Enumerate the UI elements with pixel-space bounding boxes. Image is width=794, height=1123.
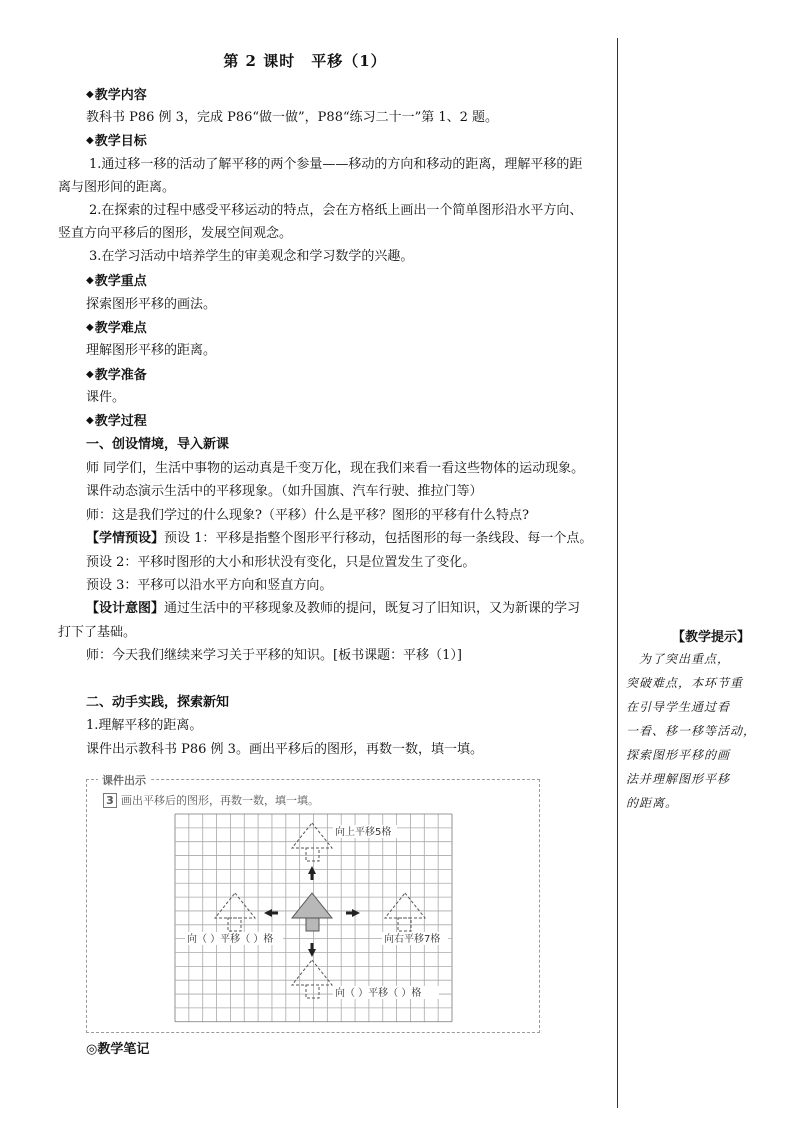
sidebar-line: 法并理解图形平移 (626, 772, 731, 786)
sidebar-line: 探索图形平移的画 (626, 748, 731, 762)
para-8: 师：今天我们继续来学习关于平移的知识。[板书课题：平移（1）] (86, 648, 462, 663)
para-2: 课件动态演示生活中的平移现象。（如升国旗、汽车行驶、推拉门等） (86, 484, 483, 499)
original-arrow-shape (292, 893, 332, 931)
bullet-icon: ◆ (86, 275, 94, 286)
heading-difficulty: ◆教学难点 (86, 321, 147, 336)
goal-1: 1.通过移一移的活动了解平移的两个参量——移动的方向和移动的距离，理解平移的距 (89, 157, 583, 172)
bullet-icon: ◆ (86, 135, 94, 146)
problem-number: 3 (103, 793, 117, 808)
key-text: 探索图形平移的画法。 (86, 297, 217, 312)
label-left: 向（ ）平移（ ）格 (187, 934, 274, 945)
heading-content: ◆教学内容 (86, 88, 147, 103)
label-down: 向（ ）平移（ ）格 (335, 988, 422, 999)
notes-heading: ◎教学笔记 (86, 1042, 150, 1057)
part1-heading: 一、创设情境，导入新课 (86, 437, 230, 452)
content-text: 教科书 P86 例 3，完成 P86“做一做”，P88“练习二十一”第 1、2 题。 (86, 110, 499, 125)
heading-process: ◆教学过程 (86, 414, 147, 429)
sidebar-line: 突破难点，本环节重 (626, 676, 744, 690)
heading-key: ◆教学重点 (86, 274, 147, 289)
para-1: 师 同学们，生活中事物的运动真是千变万化，现在我们来看一看这些物体的运动现象。 (86, 461, 585, 476)
bullet-icon: ◆ (86, 89, 94, 100)
bullet-icon: ◆ (86, 369, 94, 380)
sidebar-line: 的距离。 (626, 796, 679, 810)
prep-text: 课件。 (86, 390, 126, 405)
para-5: 预设 2：平移时图形的大小和形状没有变化，只是位置发生了变化。 (86, 555, 476, 570)
heading-prep: ◆教学准备 (86, 368, 147, 383)
goal-1-cont: 离与图形间的距离。 (58, 180, 176, 195)
heading-goals: ◆教学目标 (86, 134, 147, 149)
sidebar-line: 在引导学生通过看 (626, 700, 731, 714)
para-7: 【设计意图】通过生活中的平移现象及教师的提问，既复习了旧知识，又为新课的学习 (86, 601, 581, 616)
label-up: 向上平移5格 (335, 827, 392, 838)
tag-design: 【设计意图】 (86, 601, 165, 616)
para-9: 1.理解平移的距离。 (86, 718, 203, 733)
sidebar-title: 【教学提示】 (671, 630, 750, 645)
para-4: 【学情预设】预设 1：平移是指整个图形平行移动，包括图形的每一条线段、每一个点。 (86, 531, 593, 546)
para-10: 课件出示教科书 P86 例 3。画出平移后的图形，再数一数，填一填。 (86, 742, 483, 757)
para-3: 师：这是我们学过的什么现象?（平移）什么是平移？图形的平移有什么特点? (86, 508, 529, 523)
left-translated-shape (215, 893, 255, 931)
bullet-icon: ◆ (86, 415, 94, 426)
label-right: 向右平移7格 (384, 934, 441, 945)
goal-3: 3.在学习活动中培养学生的审美观念和学习数学的兴趣。 (89, 249, 414, 264)
goal-2-cont: 竖直方向平移后的图形，发展空间观念。 (58, 226, 293, 241)
para-6: 预设 3：平移可以沿水平方向和竖直方向。 (86, 578, 333, 593)
tag-preview: 【学情预设】 (86, 531, 165, 546)
sidebar-line: 为了突出重点， (626, 652, 731, 666)
sidebar-line: 一看、移一移等活动， (626, 724, 757, 738)
figure-caption: 3 画出平移后的图形，再数一数，填一填。 (103, 792, 319, 808)
figure-label: 课件出示 (98, 772, 150, 788)
page-title: 第 2 课时 平移（1） (223, 52, 387, 70)
goal-2: 2.在探索的过程中感受平移运动的特点，会在方格纸上画出一个简单图形沿水平方向、 (89, 203, 583, 218)
difficulty-text: 理解图形平移的距离。 (86, 343, 217, 358)
bullet-icon: ◆ (86, 322, 94, 333)
right-translated-shape (385, 893, 425, 931)
down-translated-shape (292, 960, 332, 998)
part2-heading: 二、动手实践，探索新知 (86, 695, 230, 710)
para-7-cont: 打下了基础。 (58, 625, 137, 640)
